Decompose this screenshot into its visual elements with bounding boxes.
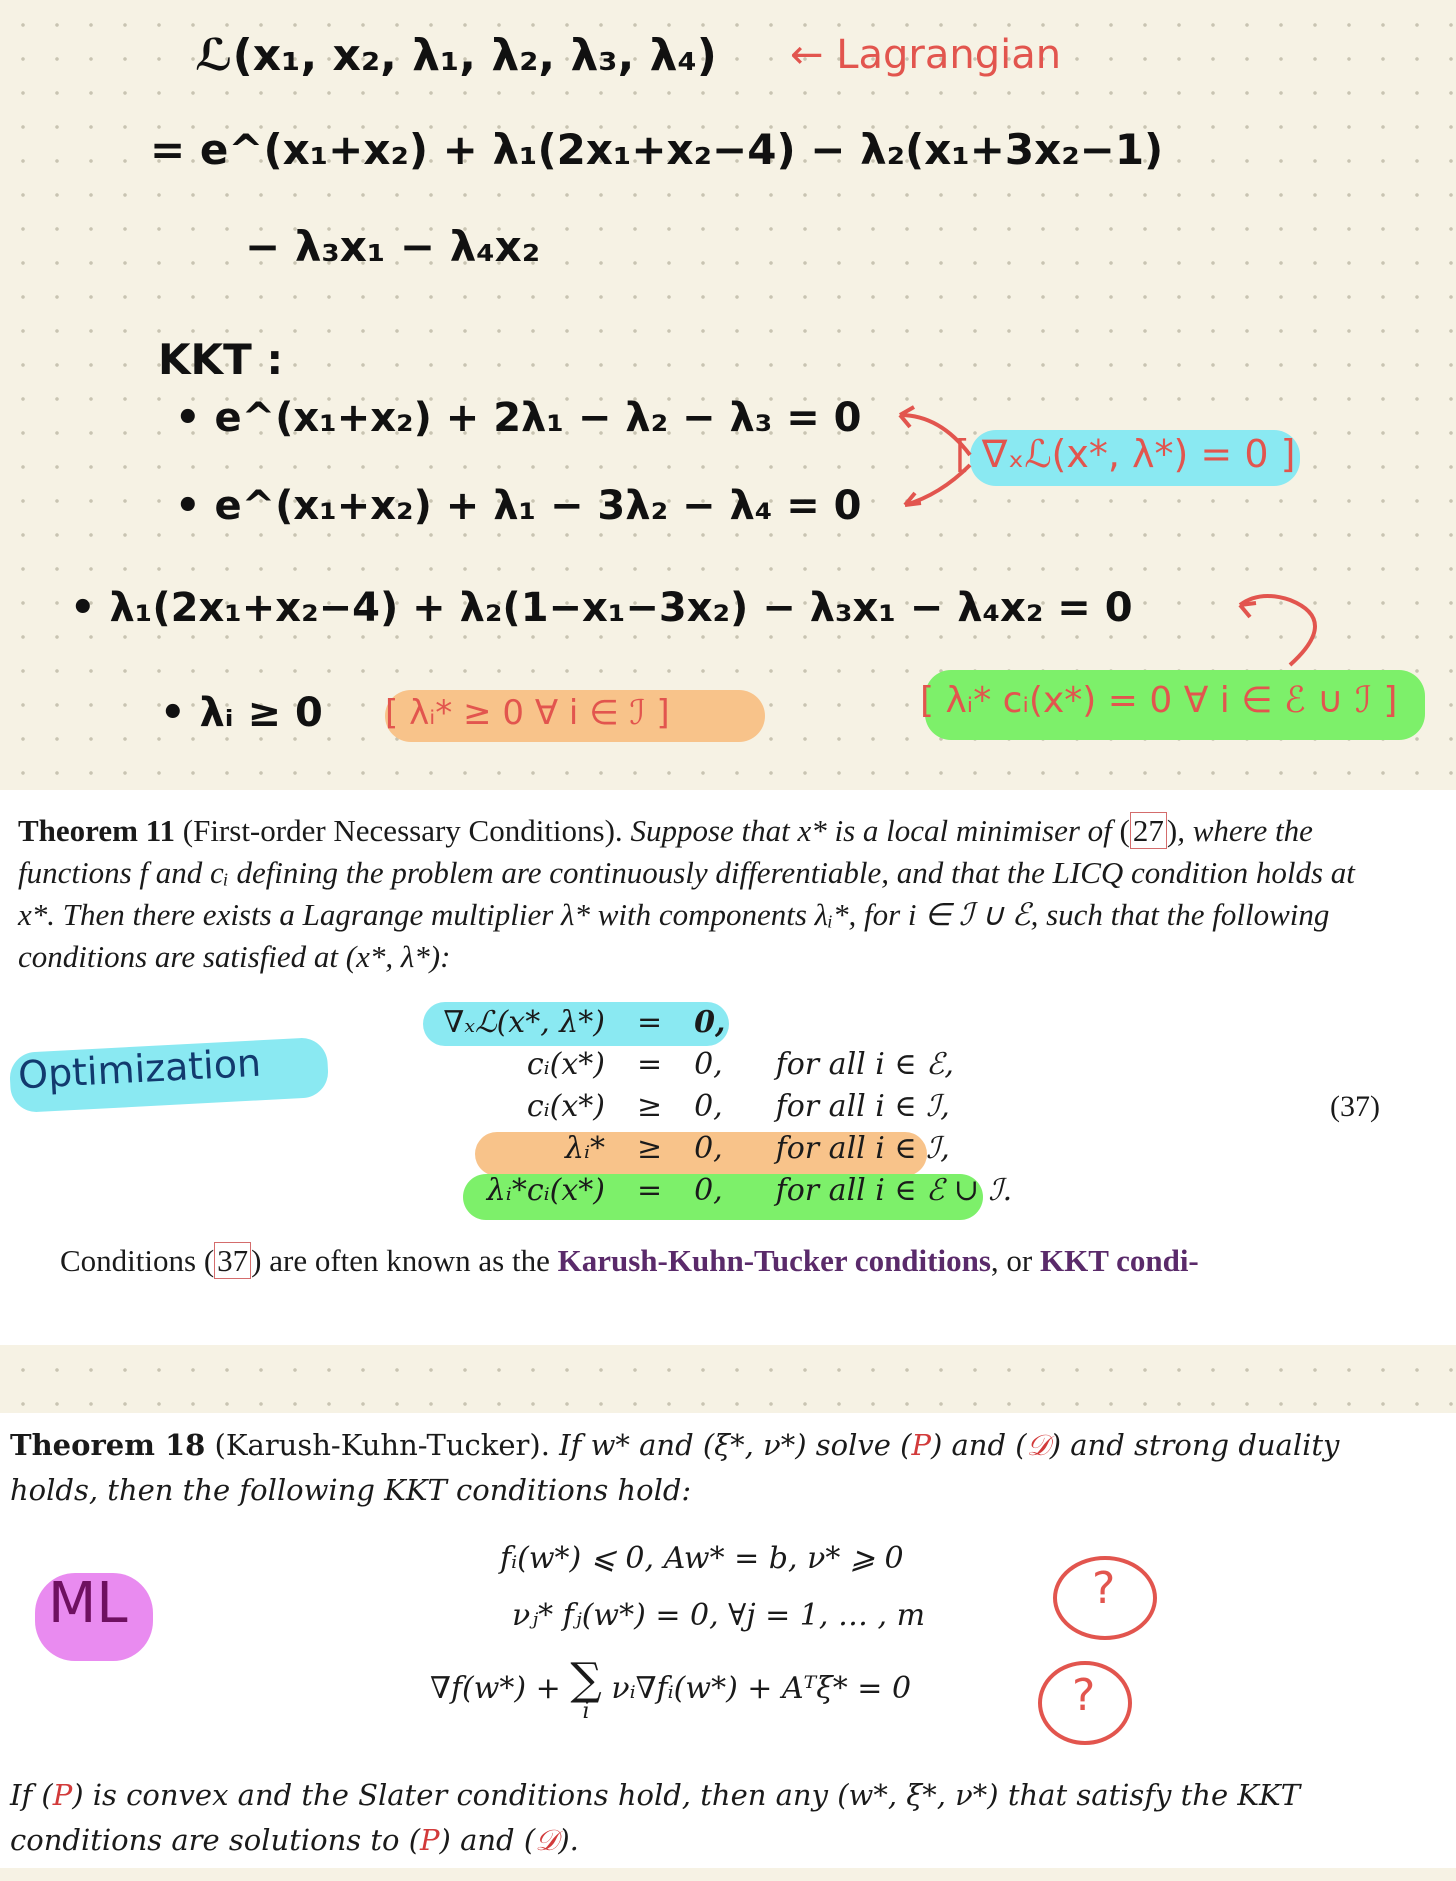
bottom-band [0,1868,1456,1881]
theorem-18-block [0,1413,1456,1868]
equation-ref-27[interactable]: 27 [1130,812,1167,849]
theorem-11-block [0,790,1456,1345]
kkt-heading: KKT : [158,335,284,384]
theorem-11-text-part2: , where the functions f and cᵢ defining the problem are continuously differentiable, and that the LICQ condition holds at x*. Then there exists a Lagrange multiplier λ* with components λᵢ*, for i ∈ ℐ ∪ ℰ, such that the following conditions are satisfied at (x*, λ*): [18,813,1355,974]
page-gap [0,1345,1456,1413]
eq-row-4: λᵢ* ≥ 0, for all i ∈ ℐ, [564,1131,950,1166]
eq-row-5: λᵢ*cᵢ(x*) = 0, for all i ∈ ℰ ∪ ℐ. [486,1173,1013,1208]
lagrangian-label: ← Lagrangian [790,32,1062,78]
margin-note-optimization: Optimization [17,1040,263,1098]
theorem-11-text-part1: Suppose that x* is a local minimiser of [630,813,1112,848]
kkt-complementary-expanded: • λ₁(2x₁+x₂−4) + λ₂(1−x₁−3x₂) − λ₃x₁ − λ₄x₂ = 0 [70,585,1133,631]
gradient-note: [ ∇ₓℒ(x*, λ*) = 0 ] [955,432,1296,476]
theorem-18-statement: Theorem 18 (Karush-Kuhn-Tucker). If w* and (ξ*, ν*) solve (P) and (𝒟) and strong duality holds, then the following KKT conditions hold: [10,1428,1340,1507]
theorem-18-footer: If (P) is convex and the Slater conditions hold, then any (w*, ξ*, ν*) that satisfy the KKT conditions are solutions to (P) and (𝒟). [10,1778,1301,1857]
eq-row-1: ∇ₓℒ(x*, λ*) = 0, [443,1005,726,1040]
kkt-eq-2: νⱼ* fⱼ(w*) = 0, ∀j = 1, … , m [512,1598,926,1633]
eq-row-2: cᵢ(x*) = 0, for all i ∈ ℰ, [526,1047,954,1082]
theorem-11-statement: Theorem 11 (First-order Necessary Conditions). Suppose that x* is a local minimiser of (27), where the functions f and cᵢ defining the problem are continuously differentiable, and that the LICQ condition holds at x*. Then there exists a Lagrange multiplier λ* with components λᵢ*, for i ∈ ℐ ∪ ℰ, such that the following conditions are satisfied at (x*, λ*): [18,813,1355,974]
theorem-18-title: Theorem 18 [10,1428,206,1462]
handwritten-notes [0,0,1456,790]
lagrangian-signature: ℒ(x₁, x₂, λ₁, λ₂, λ₃, λ₄) [195,30,717,81]
theorem-18-subtitle: (Karush-Kuhn-Tucker). [214,1428,550,1462]
equation-ref-37[interactable]: 37 [214,1242,251,1279]
kkt-dual-feasibility: • λᵢ ≥ 0 [160,690,323,736]
kkt-stationarity-2: • e^(x₁+x₂) + λ₁ − 3λ₂ − λ₄ = 0 [175,483,862,529]
lagrangian-expansion-line2: − λ₃x₁ − λ₄x₂ [245,222,541,271]
lagrangian-expansion-line1: = e^(x₁+x₂) + λ₁(2x₁+x₂−4) − λ₂(x₁+3x₂−1) [150,125,1164,174]
kkt-eq-3: ∇f(w*) + ∑ i νᵢ∇fᵢ(w*) + Aᵀξ* = 0 [430,1654,912,1724]
theorem-11-title: Theorem 11 [18,813,175,848]
arrows-to-gradient-note [880,395,980,515]
kkt-short-link[interactable]: KKT condi- [1039,1243,1199,1278]
dual-feasibility-note: [ λᵢ* ≥ 0 ∀ i ∈ ℐ ] [385,693,670,733]
kkt-stationarity-1: • e^(x₁+x₂) + 2λ₁ − λ₂ − λ₃ = 0 [175,395,862,441]
theorem-11-followup: Conditions (37) are often known as the Karush-Kuhn-Tucker conditions, or KKT condi- [60,1243,1199,1278]
question-mark-2: ? [1072,1670,1096,1721]
eq-row-3: cᵢ(x*) ≥ 0, for all i ∈ ℐ, [526,1089,950,1124]
question-mark-1: ? [1092,1563,1116,1614]
kkt-eq-1: fᵢ(w*) ⩽ 0, Aw* = b, ν* ⩾ 0 [500,1541,904,1576]
complementary-slackness-note: [ λᵢ* cᵢ(x*) = 0 ∀ i ∈ ℰ ∪ ℐ ] [920,680,1398,721]
equation-number-37: (37) [1330,1090,1380,1123]
kkt-conditions-link[interactable]: Karush-Kuhn-Tucker conditions [557,1243,991,1278]
arrow-to-slackness-note [1230,570,1350,670]
margin-note-ml: ML [48,1571,128,1636]
theorem-11-subtitle: (First-order Necessary Conditions). [182,813,623,848]
